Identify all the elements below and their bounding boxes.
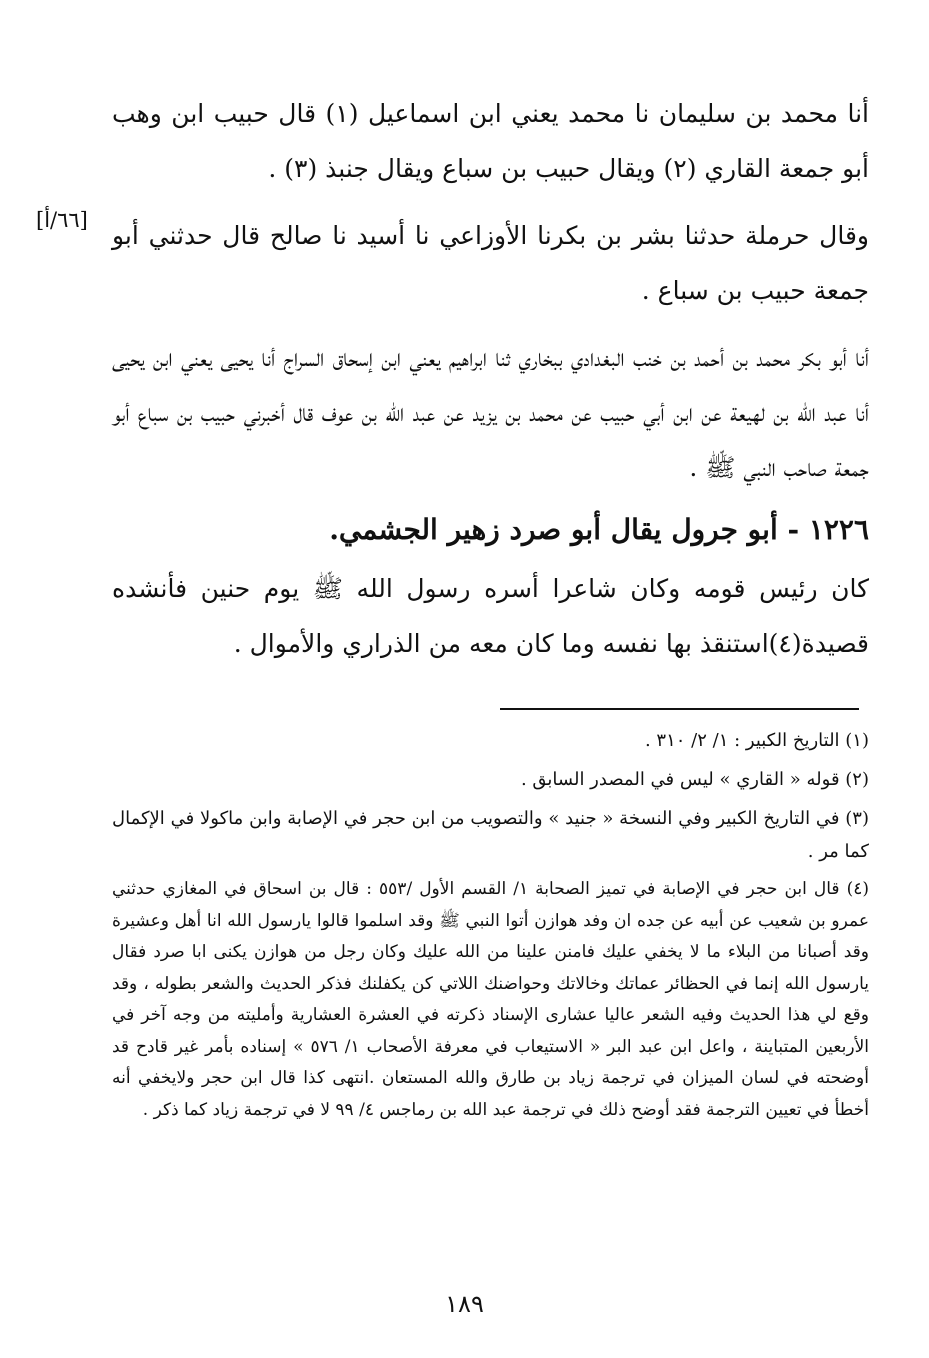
footnote-separator: [500, 708, 859, 710]
footnote-4: (٤) قال ابن حجر في الإصابة في تميز الصحابة ١/ القسم الأول /٥٥٣ : قال بن اسحاق في المغازي حدثني عمرو بن شعيب عن أبيه عن جده ان وفد هوازن أتوا النبي ﷺ وقد اسلموا قالوا يارسول الله انا أهل وعشيرة وقد أصبانا من البلاء ما لا يخفي عليك فامنن علينا من الله عليك وكان رجل من هوازن يكنى ابا صرد فقال يارسول الله إنما في الحظائر عماتك وخالاتك وحواضنك اللاتي كن يكفلنك فذكر الحديث والشعر بطوله ، وقد وقع لي هذا الحديث وفيه الشعر عاليا عشارى الإسناد ذكرته في العشرة العشارية وأمليته من وجه آخر في الأربعين المتباينة ، واعل ابن عبد البر « الاستيعاب في معرفة الأصحاب ١/ ٥٧٦ » إسناده بأمر غير قادح قد أوضحته في لسان الميزان في ترجمة زياد بن طارق والله المستعان .انتهى كذا قال ابن حجر ولايخفي أنه أخطأ في تعيين الترجمة فقد أوضح ذلك في ترجمة عبد الله بن رماجس ٤/ ٩٩ لا في ترجمة زياد كما ذكر .: [112, 879, 869, 1120]
main-text: [112, 86, 869, 671]
entry-heading: ١٢٢٦ - أبو جرول يقال أبو صرد زهير الجشمي.: [329, 513, 869, 546]
manuscript-folio-ref: [٦٦/أ]: [36, 208, 88, 232]
footnotes: [112, 724, 869, 1132]
paragraph-3: أنا أبو بكر محمد بن أحمد بن خنب البغدادي ببخاري ثنا ابراهيم يعني ابن إسحاق السراج أنا يحيى يعني ابن يحيى أنا عبد الله بن لهيعة عن ابن أبي حبيب عن محمد بن يزيد عن عبد الله بن عوف قال أخبرني حبيب بن سباع أبو جمعة صاحب النبي ﷺ .: [112, 343, 869, 482]
footnote-3: (٣) في التاريخ الكبير وفي النسخة « جنيد » والتصويب من ابن حجر في الإصابة وابن ماكولا في الإكمال كما مر .: [112, 808, 869, 862]
paragraph-2: وقال حرملة حدثنا بشر بن بكرنا الأوزاعي نا أسيد نا صالح قال حدثني أبو جمعة حبيب بن سباع .: [112, 221, 869, 305]
entry-text: كان رئيس قومه وكان شاعرا أسره رسول الله ﷺ يوم حنين فأنشده قصيدة(٤)استنقذ بها نفسه وما كان معه من الذراري والأموال .: [112, 574, 869, 658]
footnote-1: (١) التاريخ الكبير : ١/ ٢/ ٣١٠ .: [644, 730, 869, 751]
footnote-2: (٢) قوله « القاري » ليس في المصدر السابق .: [520, 769, 869, 790]
paragraph-1: أنا محمد بن سليمان نا محمد يعني ابن اسماعيل (١) قال حبيب ابن وهب أبو جمعة القاري (٢) ويقال حبيب بن سباع ويقال جنبذ (٣) .: [112, 99, 869, 183]
page-number: ١٨٩: [445, 1290, 484, 1318]
